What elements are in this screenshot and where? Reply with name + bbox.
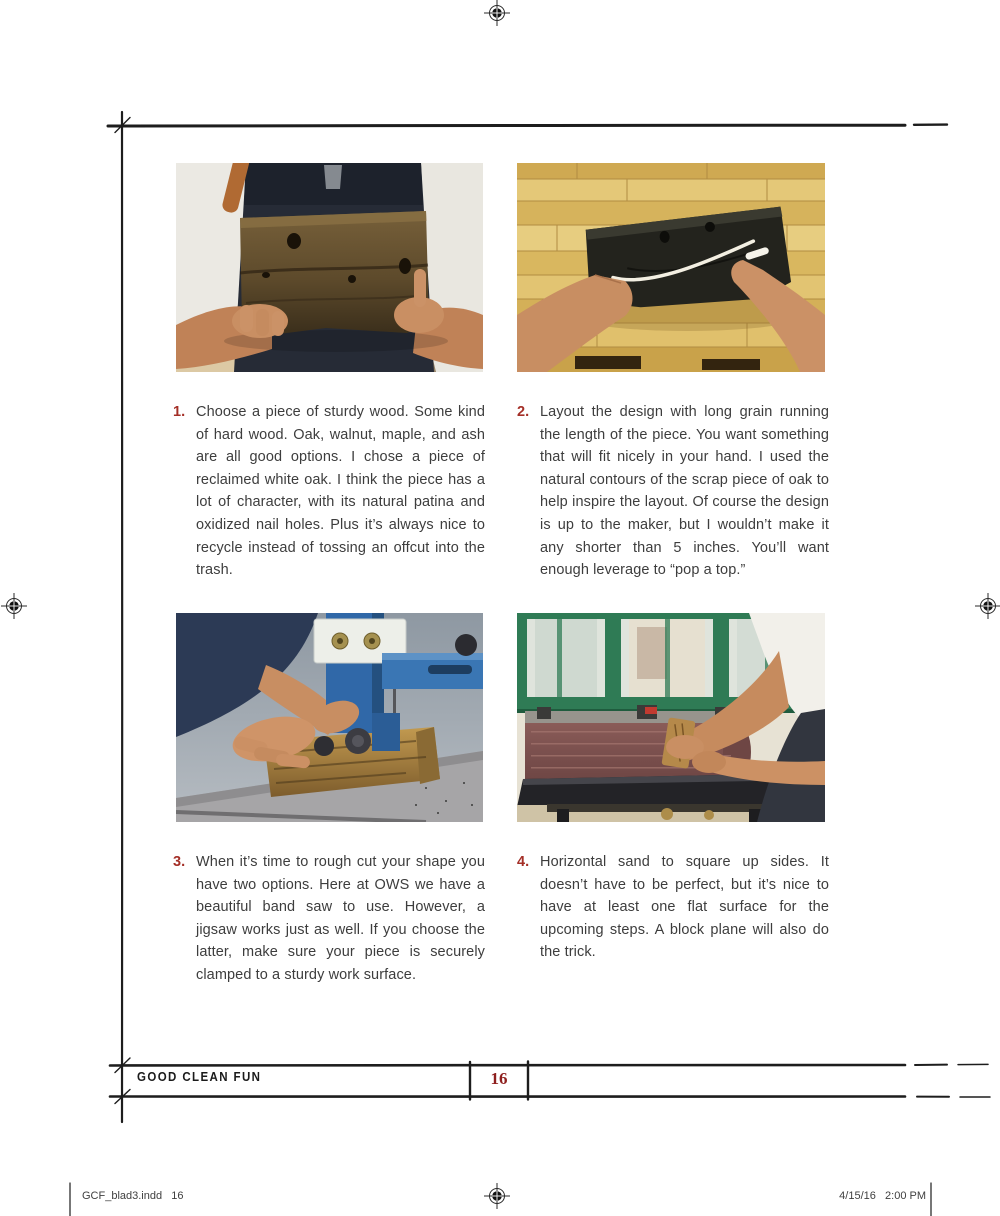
nail-hole (287, 233, 301, 249)
photo-step4-belt-sander (517, 613, 825, 822)
step-1-number: 1. (173, 404, 186, 420)
registration-mark-left (0, 592, 28, 620)
footer-tick-top (115, 1058, 130, 1073)
photo-step3-band-saw (176, 613, 483, 822)
registration-mark-top (483, 0, 511, 27)
step-3-number: 3. (173, 854, 186, 870)
bench-slot (702, 359, 760, 370)
running-footer-book-title: GOOD CLEAN FUN (137, 1071, 262, 1085)
slug-datetime: 4/15/16 2:00 PM (839, 1190, 926, 1202)
corner-tick (115, 118, 130, 133)
bench-slot (575, 356, 641, 369)
footer-rule-bottom (110, 1096, 905, 1097)
footer-tick-bottom (115, 1090, 130, 1104)
step-3-text: When it’s time to rough cut your shape you have two options. Here at OWS we have a beautiful band saw to use. However, a jigsaw works just as well. If you choose the latter, make sure your piece is securely clamped to a sturdy work surface. (196, 854, 485, 983)
footer-rule-top (110, 1065, 905, 1066)
step-4-number: 4. (517, 854, 530, 870)
top-rule (108, 125, 905, 126)
step-4 (517, 851, 829, 964)
registration-mark-right (974, 592, 1000, 620)
photo-step2-layout-chalk (517, 163, 825, 372)
left-rule (122, 112, 123, 1122)
step-2-number: 2. (517, 404, 530, 420)
slug-filename: GCF_blad3.indd 16 (82, 1190, 184, 1202)
page-number: 16 (490, 1069, 508, 1088)
nail-hole (399, 258, 411, 274)
step-3 (173, 851, 485, 987)
red-lever (645, 707, 657, 714)
photo-step1-reclaimed-board (176, 163, 483, 372)
step-4-text: Horizontal sand to square up sides. It doesn’t have to be perfect, but it’s nice to have at least one flat surface for the upcoming steps. A block plane will also do the trick. (540, 854, 829, 961)
step-1-text: Choose a piece of sturdy wood. Some kind of hard wood. Oak, walnut, maple, and ash are all good options. I chose a piece of reclaimed white oak. I think the piece has a lot of character, with its natural patina and oxidized nail holes. Plus it’s always nice to recycle instead of tossing an offcut into the trash. (196, 404, 485, 579)
nail-hole (348, 275, 356, 283)
nail-hole (262, 272, 270, 278)
hand (692, 751, 726, 773)
step-2 (517, 401, 829, 582)
step-1 (173, 401, 485, 582)
step-2-text: Layout the design with long grain running the length of the piece. You want something that will fit nicely in your hand. I used the natural contours of the scrap piece of oak to help inspire the layout. Of course the design is up to the maker, but I wouldn’t make it any shorter than 5 inches. You’ll want enough leverage to “pop a top.” (540, 404, 829, 579)
